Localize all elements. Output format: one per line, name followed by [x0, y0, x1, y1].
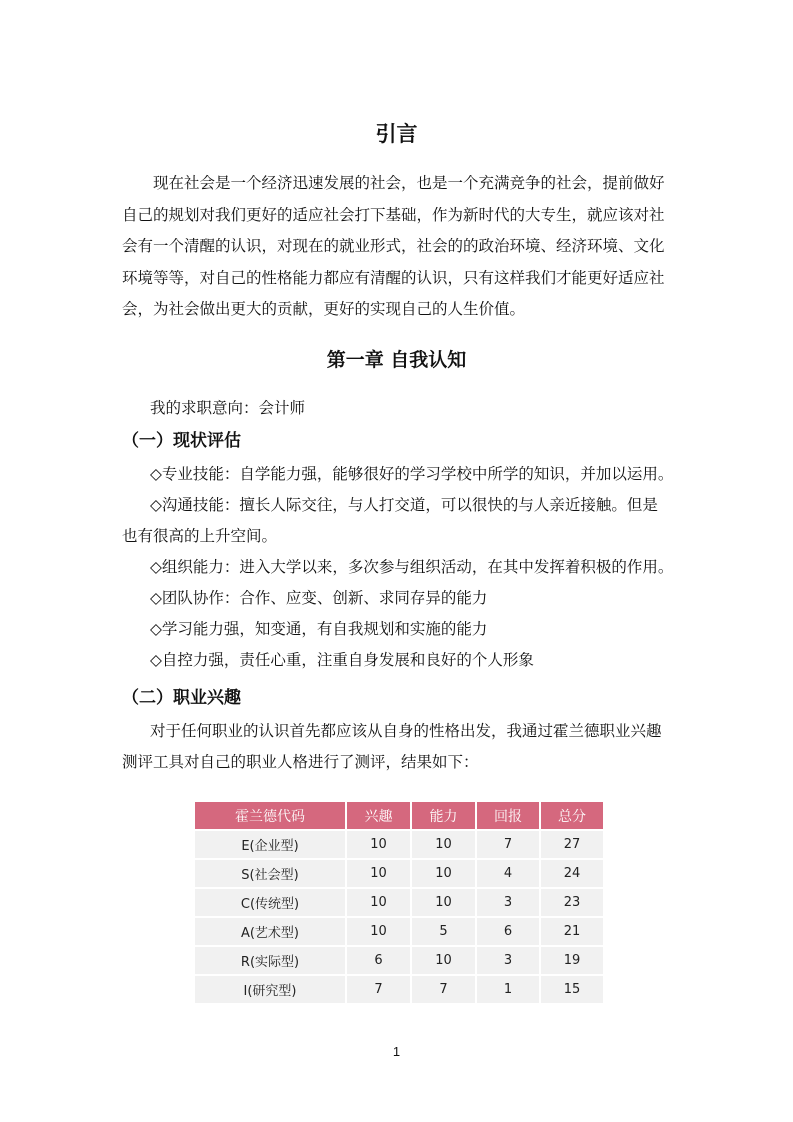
status-item: ◇学习能力强，知变通，有自我规划和实施的能力 — [150, 620, 488, 638]
status-item: ◇沟通技能：擅长人际交往，与人打交道，可以很快的与人亲近接触。但是 — [150, 496, 658, 514]
intro-line: 会有一个清醒的认识，对现在的就业形式，社会的的政治环境、经济环境、文化 — [122, 237, 665, 255]
table-row — [195, 947, 603, 974]
table-cell: 10 — [412, 947, 475, 974]
table-cell: 10 — [347, 831, 410, 858]
status-item: ◇专业技能：自学能力强，能够很好的学习学校中所学的知识，并加以运用。 — [150, 465, 674, 483]
table-cell: 10 — [347, 918, 410, 945]
table-cell: 21 — [541, 918, 603, 945]
interest-line: 测评工具对自己的职业人格进行了测评，结果如下： — [122, 753, 479, 771]
table-header-cell: 霍兰德代码 — [195, 802, 345, 829]
table-header-cell: 总分 — [541, 802, 603, 829]
table-header-cell: 回报 — [477, 802, 539, 829]
table-cell: 6 — [347, 947, 410, 974]
table-cell: 4 — [477, 860, 539, 887]
table-cell: C(传统型) — [195, 889, 345, 916]
table-cell: 27 — [541, 831, 603, 858]
intro-line: 现在社会是一个经济迅速发展的社会，也是一个充满竞争的社会，提前做好 — [153, 174, 665, 192]
table-row — [195, 918, 603, 945]
table-header-cell: 能力 — [412, 802, 475, 829]
table-cell: 10 — [412, 889, 475, 916]
section-heading-interest: （二）职业兴趣 — [122, 688, 241, 708]
table-cell: 15 — [541, 976, 603, 1003]
table-cell: 7 — [347, 976, 410, 1003]
intro-paragraph — [122, 168, 674, 326]
table-cell: 7 — [477, 831, 539, 858]
page-title: 引言 — [375, 122, 418, 146]
table-cell: R(实际型) — [195, 947, 345, 974]
interest-line: 对于任何职业的认识首先都应该从自身的性格出发，我通过霍兰德职业兴趣 — [150, 722, 662, 740]
job-intention: 我的求职意向：会计师 — [150, 399, 306, 417]
holland-code-table — [193, 800, 605, 1005]
table-header-cell: 兴趣 — [347, 802, 410, 829]
table-cell: 10 — [347, 860, 410, 887]
intro-line: 环境等等，对自己的性格能力都应有清醒的认识，只有这样我们才能更好适应社 — [122, 268, 665, 287]
table-cell: 3 — [477, 947, 539, 974]
intro-line: 会，为社会做出更大的贡献，更好的实现自己的人生价值。 — [122, 300, 526, 318]
table-cell: 7 — [412, 976, 475, 1003]
page-number: 1 — [392, 1044, 401, 1059]
table-cell: 5 — [412, 918, 475, 945]
table-cell: 24 — [541, 860, 603, 887]
table-cell: 23 — [541, 889, 603, 916]
chapter-title: 第一章 自我认知 — [326, 349, 467, 371]
intro-line: 自己的规划对我们更好的适应社会打下基础，作为新时代的大专生，就应该对社 — [122, 205, 665, 224]
table-cell: 19 — [541, 947, 603, 974]
table-cell: 10 — [347, 889, 410, 916]
section-heading-status: （一）现状评估 — [122, 431, 241, 451]
table-cell: 3 — [477, 889, 539, 916]
table-cell: I(研究型) — [195, 976, 345, 1003]
table-cell: 1 — [477, 976, 539, 1003]
table-cell: 10 — [412, 860, 475, 887]
table-cell: E(企业型) — [195, 831, 345, 858]
status-item-continuation: 也有很高的上升空间。 — [122, 527, 278, 545]
table-header-row — [195, 802, 603, 829]
table-row — [195, 976, 603, 1003]
table-row — [195, 889, 603, 916]
table-cell: A(艺术型) — [195, 918, 345, 945]
status-item: ◇团队协作：合作、应变、创新、求同存异的能力 — [150, 589, 488, 607]
status-item: ◇自控力强，责任心重，注重自身发展和良好的个人形象 — [150, 651, 534, 669]
table-cell: 6 — [477, 918, 539, 945]
table-cell: 10 — [412, 831, 475, 858]
table-cell: S(社会型) — [195, 860, 345, 887]
table-row — [195, 831, 603, 858]
table-row — [195, 860, 603, 887]
status-item: ◇组织能力：进入大学以来，多次参与组织活动，在其中发挥着积极的作用。 — [150, 558, 674, 576]
